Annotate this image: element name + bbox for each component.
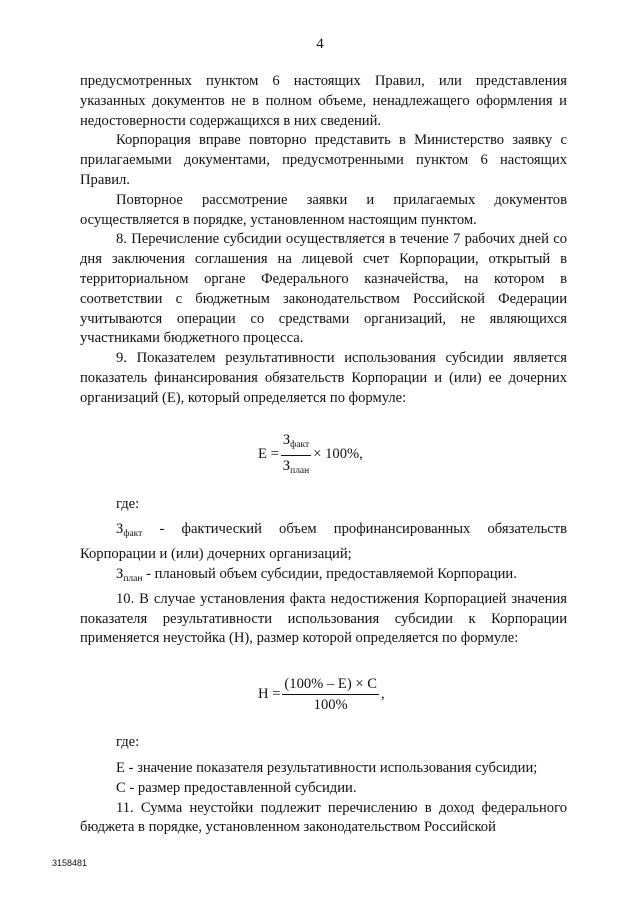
formula1-den-symbol: З [282,457,291,474]
formula1-num-symbol: З [282,431,291,448]
formula2-numerator: (100% – Е) × С [282,675,379,695]
definition-c: С - размер предоставленной субсидии. [116,779,357,796]
document-code: 3158481 [52,858,88,868]
paragraph-resubmission: Корпорация вправе повторно представить в Министерство заявку с прилагаемыми документами, предусмотренными пунктом 6 настоящих Правил. [80,132,567,188]
formula1-den-sub: план [290,465,310,476]
formula2-lhs: Н = [258,685,281,702]
paragraph-item-10: 10. В случае установления факта недостижения Корпорацией значения показателя результативности использования субсидии к Корпорации применяется неустойка (Н), размер которой определяется по формуле: [80,590,567,647]
formula2-fraction [282,675,379,714]
definition-e: Е - значение показателя результативности использования субсидии; [116,759,538,776]
paragraph-item-11: 11. Сумма неустойки подлежит перечислению в доход федерального бюджета в порядке, установленном законодательством Российской [80,799,567,836]
z-fakt-text: - фактический объем профинансированных обязательств Корпорации и (или) дочерних организаций; [80,521,567,563]
formula1-lhs: Е = [258,446,279,463]
formula-effectiveness [80,417,567,491]
definition-z-fakt [80,520,567,565]
formula2-denominator: 100% [313,697,348,714]
z-fakt-symbol: З [116,521,124,538]
formula-penalty [80,659,567,729]
formula1-fraction [281,431,311,480]
formula2-tail: , [380,685,385,702]
definition-z-plan [80,565,567,590]
z-plan-sub: план [123,573,143,584]
z-plan-text: - плановый объем субсидии, предоставляемой Корпорации. [142,565,517,582]
formula1-num-sub: факт [290,439,310,450]
paragraph-continuation: предусмотренных пунктом 6 настоящих Правил, или представления указанных документов не в полном объеме, ненадлежащего оформления и недостоверности содержащихся в них сведений. [80,73,567,129]
z-fakt-sub: факт [123,529,143,540]
formula1-rhs: × 100%, [313,446,363,463]
page-number: 4 [316,36,324,52]
paragraph-re-review: Повторное рассмотрение заявки и прилагаемых документов осуществляется в порядке, установленном настоящим пунктом. [80,191,567,228]
paragraph-item-8: 8. Перечисление субсидии осуществляется в течение 7 рабочих дней со дня заключения соглашения на лицевой счет Корпорации, открытый в территориальном органе Федерального казначейства, на котором в соответствии с бюджетным законодательством Российской Федерации учитываются операции со средствами организаций, не являющихся участниками бюджетного процесса. [80,231,567,347]
document-body [80,72,567,838]
where-label-2: где: [116,734,140,751]
where-label-1: где: [116,495,140,512]
paragraph-item-9: 9. Показателем результативности использования субсидии является показатель финансирования обязательств Корпорации и (или) ее дочерних организаций (Е), который определяется по формуле: [80,350,567,406]
z-plan-symbol: З [116,565,124,582]
